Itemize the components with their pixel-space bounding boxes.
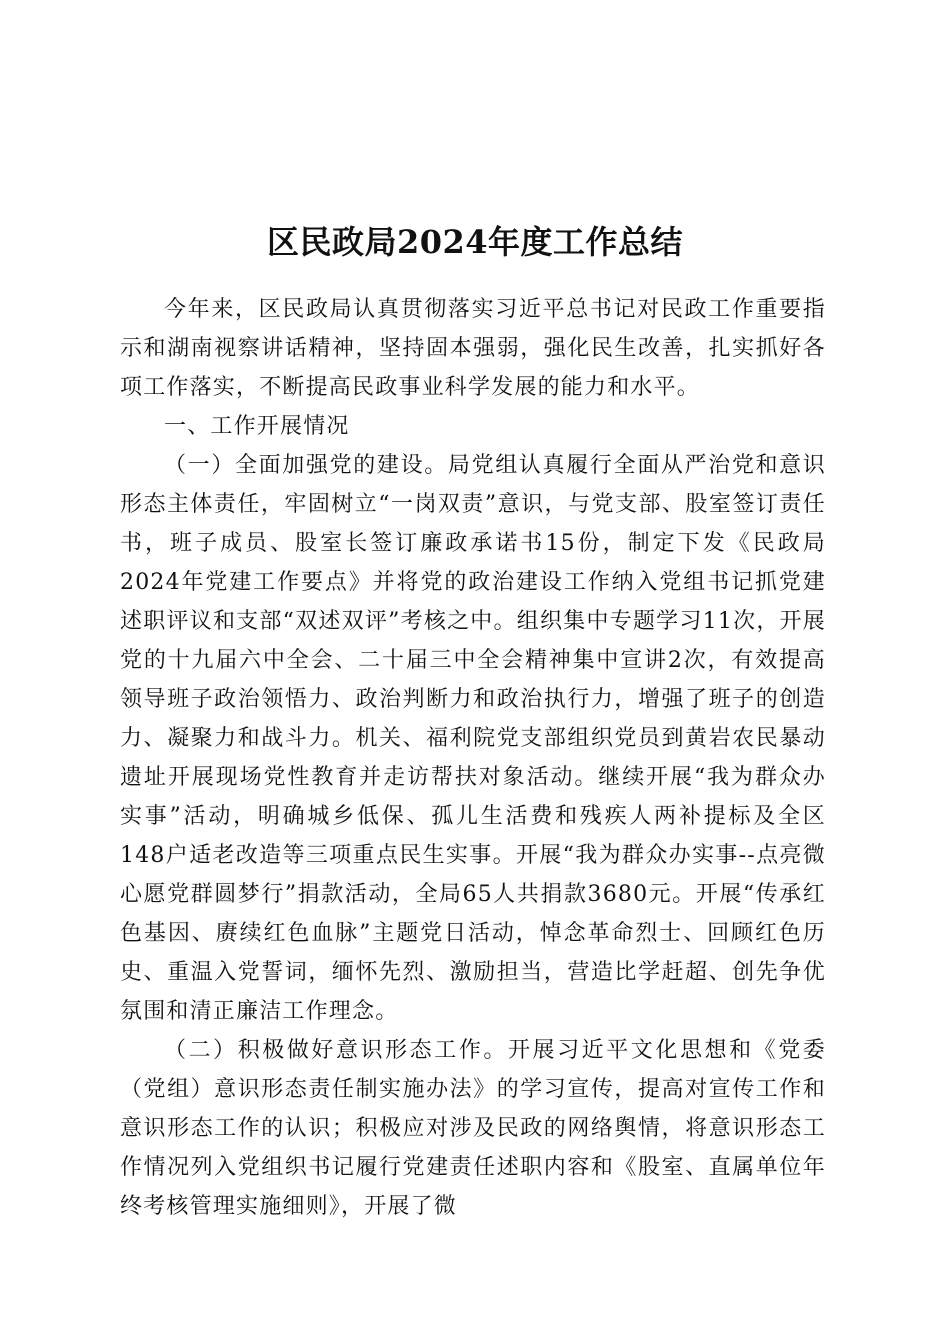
paragraph-ideology: [120, 1031, 826, 1226]
intro-paragraph: 今年来，区民政局认真贯彻落实习近平总书记对民政工作重要指示和湖南视察讲话精神，坚持固本强弱，强化民生改善，扎实抓好各项工作落实，不断提高民政事业科学发展的能力和水平。: [120, 297, 826, 400]
paragraph-party-building: [120, 446, 826, 1031]
paragraph-body: 局党组认真履行全面从严治党和意识形态主体责任，牢固树立“一岗双责”意识，与党支部、股室签订责任书，班子成员、股室长签订廉政承诺书15份，制定下发《民政局2024年党建工作要点》并将党的政治建设工作纳入党组书记抓党建述职评议和支部“双述双评”考核之中。组织集中专题学习11次，开展党的十九届六中全会、二十届三中全会精神集中宣讲2次，有效提高领导班子政治领悟力、政治判断力和政治执行力，增强了班子的创造力、凝聚力和战斗力。机关、福利院党支部组织党员到黄岩农民暴动遗址开展现场党性教育并走访帮扶对象活动。继续开展“我为群众办实事”活动，明确城乡低保、孤儿生活费和残疾人两补提标及全区148户适老改造等三项重点民生实事。开展“我为群众办实事--点亮微心愿党群圆梦行”捐款活动，全局65人共捐款3680元。开展“传承红色基因、赓续红色血脉”主题党日活动，悼念革命烈士、回顾红色历史、重温入党誓词，缅怀先烈、激励担当，营造比学赶超、创先争优氛围和清正廉洁工作理念。: [120, 453, 827, 1024]
paragraph-body: 开展习近平文化思想和《党委（党组）意识形态责任制实施办法》的学习宣传，提高对宣传工作和意识形态工作的认识；积极应对涉及民政的网络舆情，将意识形态工作情况列入党组织书记履行党建责任述职内容和《股室、直属单位年终考核管理实施细则》，开展了微: [120, 1038, 826, 1219]
section-heading: 一、工作开展情况: [164, 414, 350, 439]
paragraph-lead: （二）积极做好意识形态工作。: [164, 1038, 508, 1063]
document-title: 区民政局2024年度工作总结: [266, 223, 684, 262]
document-body: [120, 290, 826, 1226]
paragraph-lead: （一）全面加强党的建设。: [164, 453, 448, 478]
